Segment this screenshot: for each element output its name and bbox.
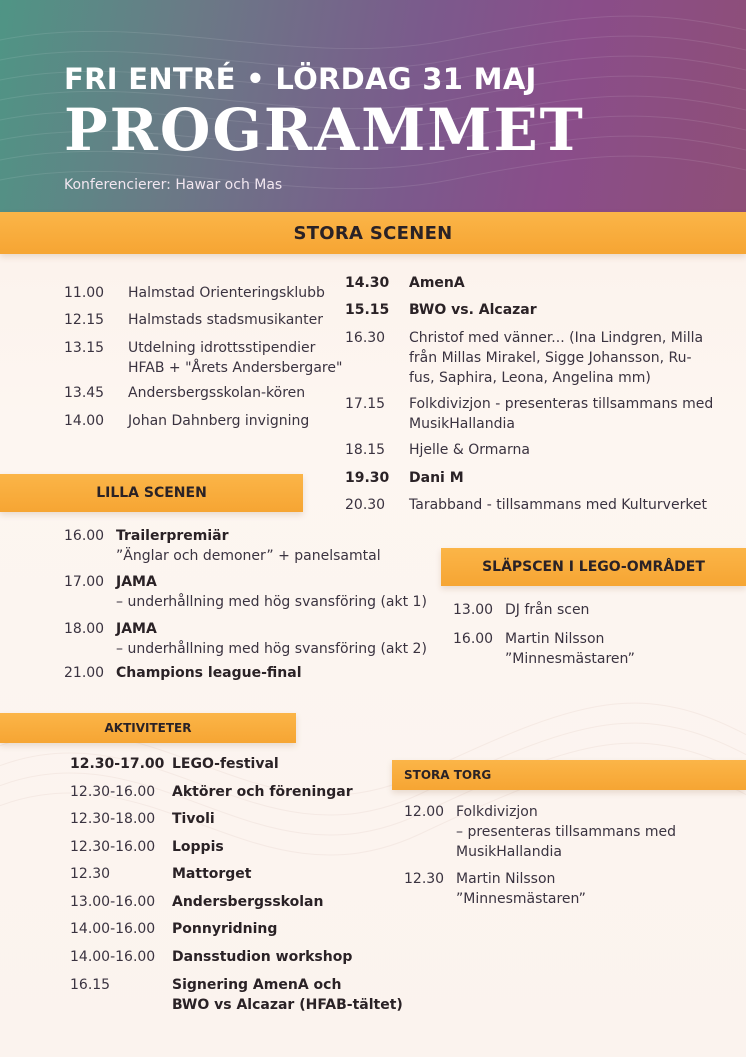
page-title: PROGRAMMET xyxy=(64,96,585,164)
header xyxy=(0,0,746,212)
list-item: 14.00-16.00 Dansstudion workshop xyxy=(70,949,353,965)
list-item: 13.00 DJ från scen xyxy=(453,602,590,618)
list-item: 12.30-16.00 Aktörer och föreningar xyxy=(70,784,353,800)
list-item: 17.00 JAMA – underhållning med hög svansföring (akt 1) xyxy=(64,574,427,610)
list-item: 16.00 Trailerpremiär ”Änglar och demoner” + panelsamtal xyxy=(64,528,381,564)
list-item: 18.15 Hjelle & Ormarna xyxy=(345,442,530,458)
list-item: 19.30 Dani M xyxy=(345,470,464,486)
list-item: 12.30 Martin Nilsson ”Minnesmästaren” xyxy=(404,871,586,907)
list-item: 11.00 Halmstad Orienteringsklubb xyxy=(64,285,325,301)
list-item: 18.00 JAMA – underhållning med hög svansföring (akt 2) xyxy=(64,621,427,657)
event-kicker: FRI ENTRÉ • LÖRDAG 31 MAJ xyxy=(64,62,537,96)
list-item: 12.30-18.00 Tivoli xyxy=(70,811,215,827)
lilla-scenen-heading: LILLA SCENEN xyxy=(0,474,303,512)
list-item: 16.00 Martin Nilsson ”Minnesmästaren” xyxy=(453,631,635,667)
list-item: 13.45 Andersbergsskolan-kören xyxy=(64,385,306,401)
hosts-text: Konferencierer: Hawar och Mas xyxy=(64,177,283,193)
list-item: 12.30-16.00 Loppis xyxy=(70,839,224,855)
list-item: 12.30-17.00 LEGO-festival xyxy=(70,756,279,772)
list-item: 16.30 Christof med vänner... (Ina Lindgren, Milla från Millas Mirakel, Sigge Johansson, Ru- fus, Saphira, Leona, Angelina mm) xyxy=(345,330,704,386)
list-item: 20.30 Tarabband - tillsammans med Kulturverket xyxy=(345,497,708,513)
list-item: 14.00-16.00 Ponnyridning xyxy=(70,921,278,937)
list-item: 14.30 AmenA xyxy=(345,275,465,291)
list-item: 21.00 Champions league-final xyxy=(64,665,302,681)
list-item: 13.00-16.00 Andersbergsskolan xyxy=(70,894,324,910)
list-item: 13.15 Utdelning idrottsstipendier HFAB + "Årets Andersbergare" xyxy=(64,340,343,376)
stora-scenen-heading: STORA SCENEN xyxy=(0,212,746,254)
list-item: 12.15 Halmstads stadsmusikanter xyxy=(64,312,324,328)
list-item: 12.30 Mattorget xyxy=(70,866,252,882)
stora-torg-heading: STORA TORG xyxy=(392,760,746,790)
aktiviteter-heading: AKTIVITETER xyxy=(0,713,296,743)
list-item: 14.00 Johan Dahnberg invigning xyxy=(64,413,310,429)
slapscen-heading: SLÄPSCEN I LEGO-OMRÅDET xyxy=(441,548,746,586)
list-item: 12.00 Folkdivizjon – presenteras tillsammans med MusikHallandia xyxy=(404,804,677,860)
list-item: 16.15 Signering AmenA och BWO vs Alcazar (HFAB-tältet) xyxy=(70,977,403,1013)
list-item: 17.15 Folkdivizjon - presenteras tillsammans med MusikHallandia xyxy=(345,396,714,432)
list-item: 15.15 BWO vs. Alcazar xyxy=(345,302,537,318)
